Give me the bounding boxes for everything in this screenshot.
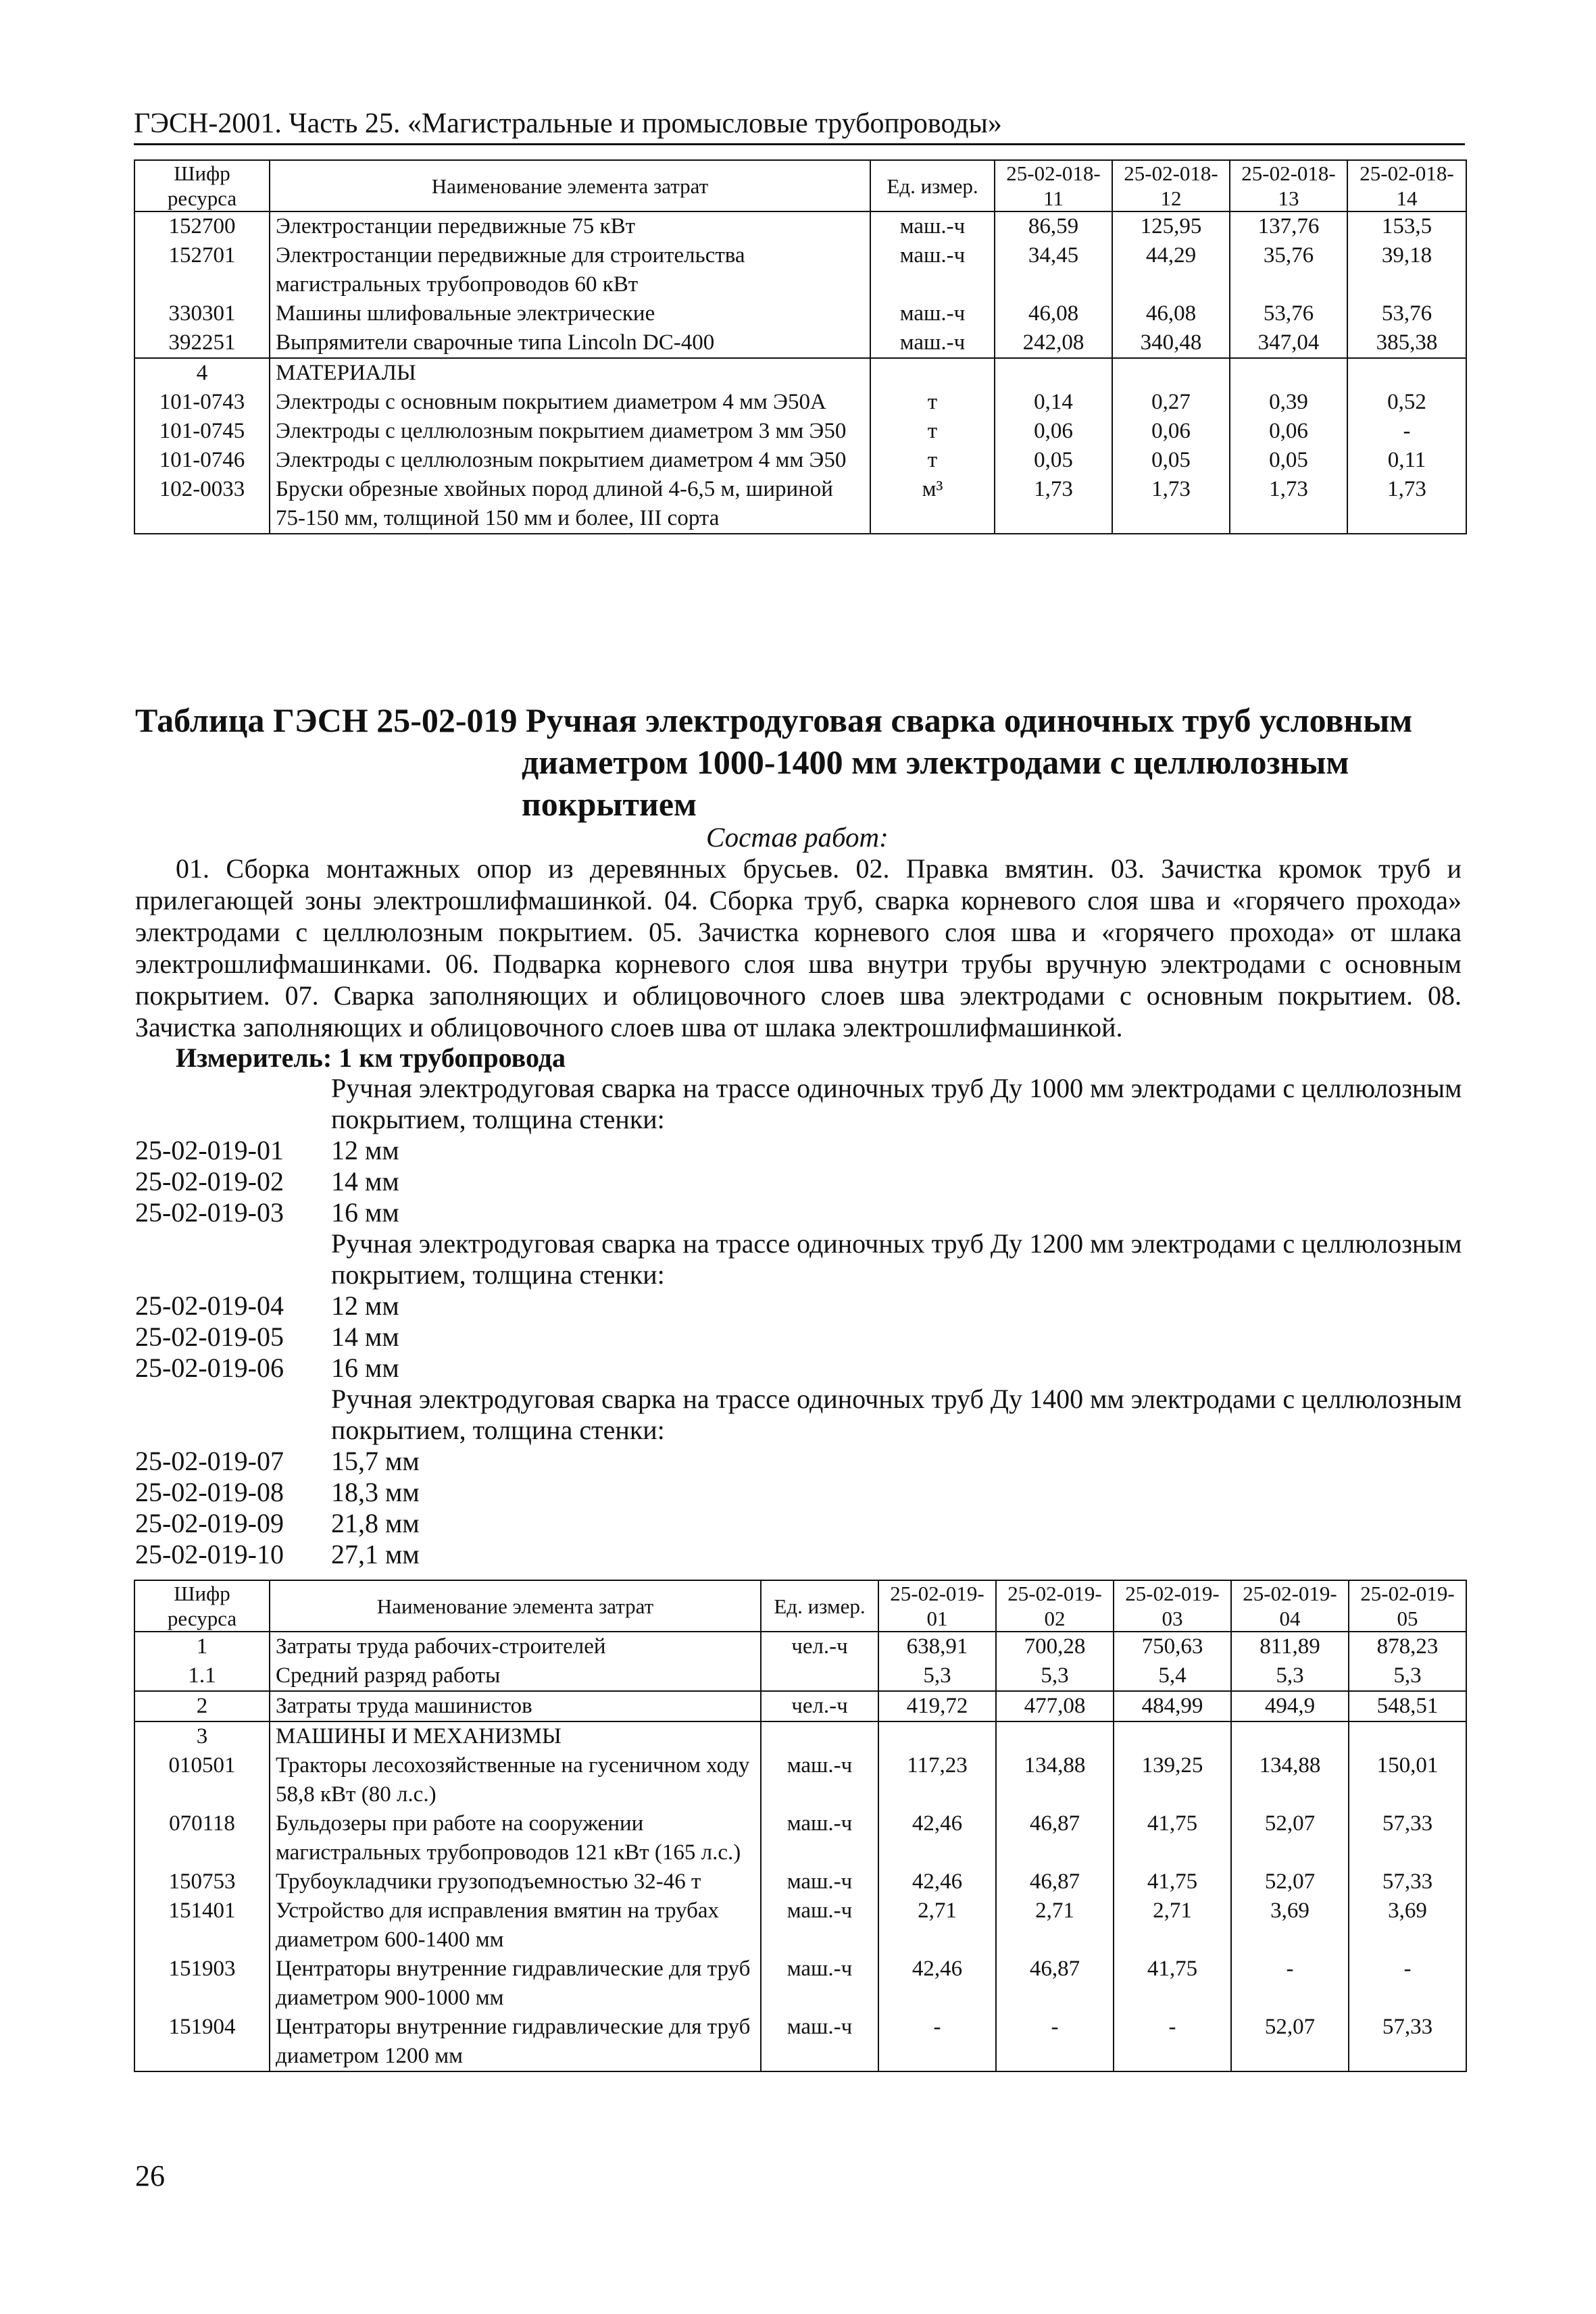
col-header-norm: 25-02-018-12: [1112, 160, 1230, 211]
value-cell: 34,45: [995, 241, 1112, 299]
name-cell: Бруски обрезные хвойных пород длиной 4-6,5 м, шириной 75-150 мм, толщиной 150 мм и более, III сорта: [270, 475, 870, 534]
value-cell: 86,59: [995, 211, 1112, 241]
works-heading: Состав работ:: [706, 822, 889, 853]
name-cell: Машины шлифовальные электрические: [270, 299, 870, 328]
table-row: [134, 358, 1466, 388]
unit-cell: чел.-ч: [761, 1691, 878, 1721]
unit-cell: маш.-ч: [870, 328, 995, 358]
name-cell: Бульдозеры при работе на сооружении магистральных трубопроводов 121 кВт (165 л.с.): [270, 1809, 761, 1867]
wall-thickness: 15,7 мм: [331, 1446, 420, 1476]
col-header-norm: 25-02-018-13: [1230, 160, 1347, 211]
table-header-row: [134, 1580, 1466, 1632]
code-cell: 102-0033: [134, 475, 270, 534]
code-cell: 3: [134, 1721, 270, 1751]
value-cell: 41,75: [1114, 1955, 1231, 2013]
resource-table-018: [134, 159, 1467, 534]
table-row: [134, 1632, 1466, 1661]
code-cell: 330301: [134, 299, 270, 328]
value-cell: 52,07: [1231, 2013, 1349, 2071]
value-cell: 46,87: [996, 1809, 1114, 1867]
wall-thickness: 14 мм: [331, 1322, 399, 1352]
unit-cell: маш.-ч: [761, 1751, 878, 1809]
value-cell: 638,91: [878, 1632, 996, 1661]
value-cell: 700,28: [996, 1632, 1114, 1661]
table-header-row: [134, 160, 1466, 211]
name-cell: Трубоукладчики грузоподъемностью 32-46 т: [270, 1867, 761, 1896]
value-cell: 340,48: [1112, 328, 1230, 358]
value-cell: 1,73: [1112, 475, 1230, 534]
col-header-unit: Ед. измер.: [761, 1580, 878, 1632]
unit-cell: маш.-ч: [870, 241, 995, 299]
table-row: [134, 1691, 1466, 1721]
resource-table-019: [134, 1580, 1467, 2072]
value-cell: 2,71: [1114, 1896, 1231, 1955]
unit-cell: маш.-ч: [870, 211, 995, 241]
table-title: [135, 699, 1460, 825]
code-cell: 392251: [134, 328, 270, 358]
norm-code: 25-02-019-10: [135, 1539, 284, 1569]
name-cell: Выпрямители сварочные типа Lincoln DC-400: [270, 328, 870, 358]
name-cell: МАШИНЫ И МЕХАНИЗМЫ: [270, 1721, 761, 1751]
table-row: [134, 1721, 1466, 1751]
code-cell: 151904: [134, 2013, 270, 2071]
table-row: [134, 1896, 1466, 1955]
page-number: 26: [135, 2159, 165, 2192]
wall-thickness: 21,8 мм: [331, 1508, 420, 1538]
norm-code: 25-02-019-01: [135, 1135, 284, 1165]
value-cell: 1,73: [1347, 475, 1466, 534]
value-cell: 153,5: [1347, 211, 1466, 241]
name-cell: Центраторы внутренние гидравлические для труб диаметром 900-1000 мм: [270, 1955, 761, 2013]
unit-cell: маш.-ч: [870, 299, 995, 328]
col-header-code: Шифр ресурса: [134, 160, 270, 211]
value-cell: 53,76: [1230, 299, 1347, 328]
code-cell: 152700: [134, 211, 270, 241]
meter-label: Измеритель: 1 км трубопровода: [176, 1042, 566, 1073]
name-cell: Электроды с целлюлозным покрытием диаметром 4 мм Э50: [270, 446, 870, 475]
value-cell: [1347, 358, 1466, 388]
code-cell: 010501: [134, 1751, 270, 1809]
wall-thickness: 12 мм: [331, 1135, 399, 1165]
works-composition-text: 01. Сборка монтажных опор из деревянных брусьев. 02. Правка вмятин. 03. Зачистка кромок труб и прилегающей зоны электрошлифмашинкой. 04. Сборка труб, сварка корневого слоя шва и «горячего прохода» электродами с целлюлозным покрытием. 05. Зачистка корневого слоя шва и «горячего прохода» от шлака электрошлифмашинками. 06. Подварка корневого слоя шва внутри трубы вручную электродами с основным покрытием. 07. Сварка заполняющих и облицовочного слоев шва электродами с основным покрытием. 08. Зачистка заполняющих и облицовочного слоев шва от шлака электрошлифмашинкой.: [135, 853, 1462, 1042]
value-cell: 0,52: [1347, 388, 1466, 417]
table-row: [134, 241, 1466, 299]
value-cell: 347,04: [1230, 328, 1347, 358]
value-cell: 139,25: [1114, 1751, 1231, 1809]
norm-code: 25-02-019-03: [135, 1197, 284, 1228]
norm-group-description: Ручная электродуговая сварка на трассе одиночных труб Ду 1200 мм электродами с целлюлозным покрытием, толщина стенки:: [331, 1228, 1462, 1290]
value-cell: 3,69: [1231, 1896, 1349, 1955]
name-cell: Устройство для исправления вмятин на трубах диаметром 600-1400 мм: [270, 1896, 761, 1955]
unit-cell: м³: [870, 475, 995, 534]
value-cell: 494,9: [1231, 1691, 1349, 1721]
unit-cell: [761, 1721, 878, 1751]
value-cell: 0,14: [995, 388, 1112, 417]
col-header-code: Шифр ресурса: [134, 1580, 270, 1632]
value-cell: 1,73: [1230, 475, 1347, 534]
value-cell: 1,73: [995, 475, 1112, 534]
value-cell: 39,18: [1347, 241, 1466, 299]
value-cell: 35,76: [1230, 241, 1347, 299]
table-row: [134, 1661, 1466, 1691]
wall-thickness: 16 мм: [331, 1353, 399, 1383]
norm-item: [135, 1322, 1466, 1353]
value-cell: 42,46: [878, 1809, 996, 1867]
code-cell: 070118: [134, 1809, 270, 1867]
unit-cell: [761, 1661, 878, 1691]
code-cell: 151903: [134, 1955, 270, 2013]
norm-item: [135, 1166, 1466, 1197]
name-cell: Средний разряд работы: [270, 1661, 761, 1691]
table-row: [134, 1867, 1466, 1896]
col-header-norm: 25-02-018-14: [1347, 160, 1466, 211]
value-cell: 57,33: [1349, 2013, 1466, 2071]
table-title-line: диаметром 1000-1400 мм электродами с целлюлозным покрытием: [522, 743, 1349, 823]
value-cell: 2,71: [996, 1896, 1114, 1955]
norm-item: [135, 1446, 1466, 1477]
value-cell: 750,63: [1114, 1632, 1231, 1661]
code-cell: 150753: [134, 1867, 270, 1896]
value-cell: [1114, 1721, 1231, 1751]
name-cell: МАТЕРИАЛЫ: [270, 358, 870, 388]
value-cell: 0,06: [1112, 417, 1230, 446]
code-cell: 101-0745: [134, 417, 270, 446]
table-row: [134, 1955, 1466, 2013]
value-cell: 5,3: [1231, 1661, 1349, 1691]
norm-code: 25-02-019-02: [135, 1166, 284, 1197]
value-cell: -: [1231, 1955, 1349, 2013]
col-header-norm: 25-02-019-04: [1231, 1580, 1349, 1632]
value-cell: 5,3: [1349, 1661, 1466, 1691]
value-cell: -: [1347, 417, 1466, 446]
value-cell: 44,29: [1112, 241, 1230, 299]
value-cell: 548,51: [1349, 1691, 1466, 1721]
table-title-line: Таблица ГЭСН 25-02-019 Ручная электродуговая сварка одиночных труб условным: [135, 701, 1413, 739]
value-cell: 242,08: [995, 328, 1112, 358]
value-cell: 5,4: [1114, 1661, 1231, 1691]
code-cell: 1.1: [134, 1661, 270, 1691]
norm-code: 25-02-019-08: [135, 1477, 284, 1507]
value-cell: 3,69: [1349, 1896, 1466, 1955]
code-cell: 101-0743: [134, 388, 270, 417]
norm-item: [135, 1477, 1466, 1508]
table-body: [134, 211, 1466, 534]
value-cell: [996, 1721, 1114, 1751]
table-body: [134, 1632, 1466, 2071]
col-header-norm: 25-02-019-05: [1349, 1580, 1466, 1632]
value-cell: 46,08: [995, 299, 1112, 328]
unit-cell: маш.-ч: [761, 1896, 878, 1955]
table-row: [134, 446, 1466, 475]
norm-item: [135, 1508, 1466, 1539]
norm-group-description: Ручная электродуговая сварка на трассе одиночных труб Ду 1000 мм электродами с целлюлозным покрытием, толщина стенки:: [331, 1073, 1462, 1134]
table-row: [134, 1809, 1466, 1867]
value-cell: 53,76: [1347, 299, 1466, 328]
code-cell: 101-0746: [134, 446, 270, 475]
name-cell: Центраторы внутренние гидравлические для труб диаметром 1200 мм: [270, 2013, 761, 2071]
value-cell: -: [1349, 1955, 1466, 2013]
unit-cell: чел.-ч: [761, 1632, 878, 1661]
name-cell: Электроды с основным покрытием диаметром 4 мм Э50А: [270, 388, 870, 417]
col-header-norm: 25-02-019-02: [996, 1580, 1114, 1632]
value-cell: [995, 358, 1112, 388]
table-row: [134, 475, 1466, 534]
table-row: [134, 388, 1466, 417]
value-cell: 42,46: [878, 1867, 996, 1896]
value-cell: 5,3: [996, 1661, 1114, 1691]
col-header-unit: Ед. измер.: [870, 160, 995, 211]
name-cell: Тракторы лесохозяйственные на гусеничном ходу 58,8 кВт (80 л.с.): [270, 1751, 761, 1809]
value-cell: 46,08: [1112, 299, 1230, 328]
name-cell: Затраты труда рабочих-строителей: [270, 1632, 761, 1661]
value-cell: -: [1114, 2013, 1231, 2071]
table-row: [134, 1751, 1466, 1809]
value-cell: 0,11: [1347, 446, 1466, 475]
value-cell: 125,95: [1112, 211, 1230, 241]
name-cell: Затраты труда машинистов: [270, 1691, 761, 1721]
value-cell: 0,05: [1112, 446, 1230, 475]
table-row: [134, 299, 1466, 328]
table-row: [134, 328, 1466, 358]
unit-cell: маш.-ч: [761, 2013, 878, 2071]
col-header-name: Наименование элемента затрат: [270, 1580, 761, 1632]
norm-item: [135, 1353, 1466, 1384]
norm-code: 25-02-019-09: [135, 1508, 284, 1538]
value-cell: 385,38: [1347, 328, 1466, 358]
value-cell: 134,88: [1231, 1751, 1349, 1809]
col-header-name: Наименование элемента затрат: [270, 160, 870, 211]
wall-thickness: 27,1 мм: [331, 1539, 420, 1569]
value-cell: 52,07: [1231, 1809, 1349, 1867]
value-cell: 134,88: [996, 1751, 1114, 1809]
value-cell: -: [878, 2013, 996, 2071]
name-cell: Электростанции передвижные 75 кВт: [270, 211, 870, 241]
col-header-norm: 25-02-019-01: [878, 1580, 996, 1632]
running-header: ГЭСН-2001. Часть 25. «Магистральные и промысловые трубопроводы»: [134, 105, 1465, 145]
table-row: [134, 2013, 1466, 2071]
value-cell: 42,46: [878, 1955, 996, 2013]
value-cell: 419,72: [878, 1691, 996, 1721]
value-cell: [1112, 358, 1230, 388]
wall-thickness: 14 мм: [331, 1166, 399, 1197]
wall-thickness: 18,3 мм: [331, 1477, 420, 1507]
code-cell: 1: [134, 1632, 270, 1661]
value-cell: 117,23: [878, 1751, 996, 1809]
table-row: [134, 417, 1466, 446]
value-cell: [1231, 1721, 1349, 1751]
unit-cell: [870, 358, 995, 388]
value-cell: 41,75: [1114, 1867, 1231, 1896]
value-cell: 0,05: [1230, 446, 1347, 475]
value-cell: -: [996, 2013, 1114, 2071]
value-cell: 137,76: [1230, 211, 1347, 241]
code-cell: 2: [134, 1691, 270, 1721]
unit-cell: т: [870, 417, 995, 446]
wall-thickness: 12 мм: [331, 1290, 399, 1321]
norm-code: 25-02-019-06: [135, 1353, 284, 1383]
code-cell: 152701: [134, 241, 270, 299]
value-cell: [878, 1721, 996, 1751]
value-cell: 811,89: [1231, 1632, 1349, 1661]
value-cell: 52,07: [1231, 1867, 1349, 1896]
value-cell: 46,87: [996, 1867, 1114, 1896]
norm-code: 25-02-019-04: [135, 1290, 284, 1321]
norm-code: 25-02-019-05: [135, 1322, 284, 1352]
value-cell: 46,87: [996, 1955, 1114, 2013]
value-cell: [1349, 1721, 1466, 1751]
value-cell: 0,05: [995, 446, 1112, 475]
code-cell: 151401: [134, 1896, 270, 1955]
norm-item: [135, 1290, 1466, 1322]
wall-thickness: 16 мм: [331, 1197, 399, 1228]
table-row: [134, 211, 1466, 241]
value-cell: 0,06: [1230, 417, 1347, 446]
value-cell: 2,71: [878, 1896, 996, 1955]
value-cell: 477,08: [996, 1691, 1114, 1721]
value-cell: 150,01: [1349, 1751, 1466, 1809]
norm-item: [135, 1197, 1466, 1228]
col-header-norm: 25-02-018-11: [995, 160, 1112, 211]
unit-cell: маш.-ч: [761, 1809, 878, 1867]
value-cell: 57,33: [1349, 1867, 1466, 1896]
value-cell: [1230, 358, 1347, 388]
norm-group-description: Ручная электродуговая сварка на трассе одиночных труб Ду 1400 мм электродами с целлюлозным покрытием, толщина стенки:: [331, 1384, 1462, 1445]
unit-cell: т: [870, 446, 995, 475]
norm-item: [135, 1539, 1466, 1570]
value-cell: 878,23: [1349, 1632, 1466, 1661]
value-cell: 484,99: [1114, 1691, 1231, 1721]
unit-cell: т: [870, 388, 995, 417]
norm-code: 25-02-019-07: [135, 1446, 284, 1476]
col-header-norm: 25-02-019-03: [1114, 1580, 1231, 1632]
norm-item: [135, 1135, 1466, 1166]
unit-cell: маш.-ч: [761, 1955, 878, 2013]
unit-cell: маш.-ч: [761, 1867, 878, 1896]
value-cell: 41,75: [1114, 1809, 1231, 1867]
value-cell: 0,27: [1112, 388, 1230, 417]
name-cell: Электростанции передвижные для строительства магистральных трубопроводов 60 кВт: [270, 241, 870, 299]
value-cell: 57,33: [1349, 1809, 1466, 1867]
norm-groups: [135, 1073, 1466, 1570]
value-cell: 0,39: [1230, 388, 1347, 417]
value-cell: 5,3: [878, 1661, 996, 1691]
code-cell: 4: [134, 358, 270, 388]
value-cell: 0,06: [995, 417, 1112, 446]
name-cell: Электроды с целлюлозным покрытием диаметром 3 мм Э50: [270, 417, 870, 446]
